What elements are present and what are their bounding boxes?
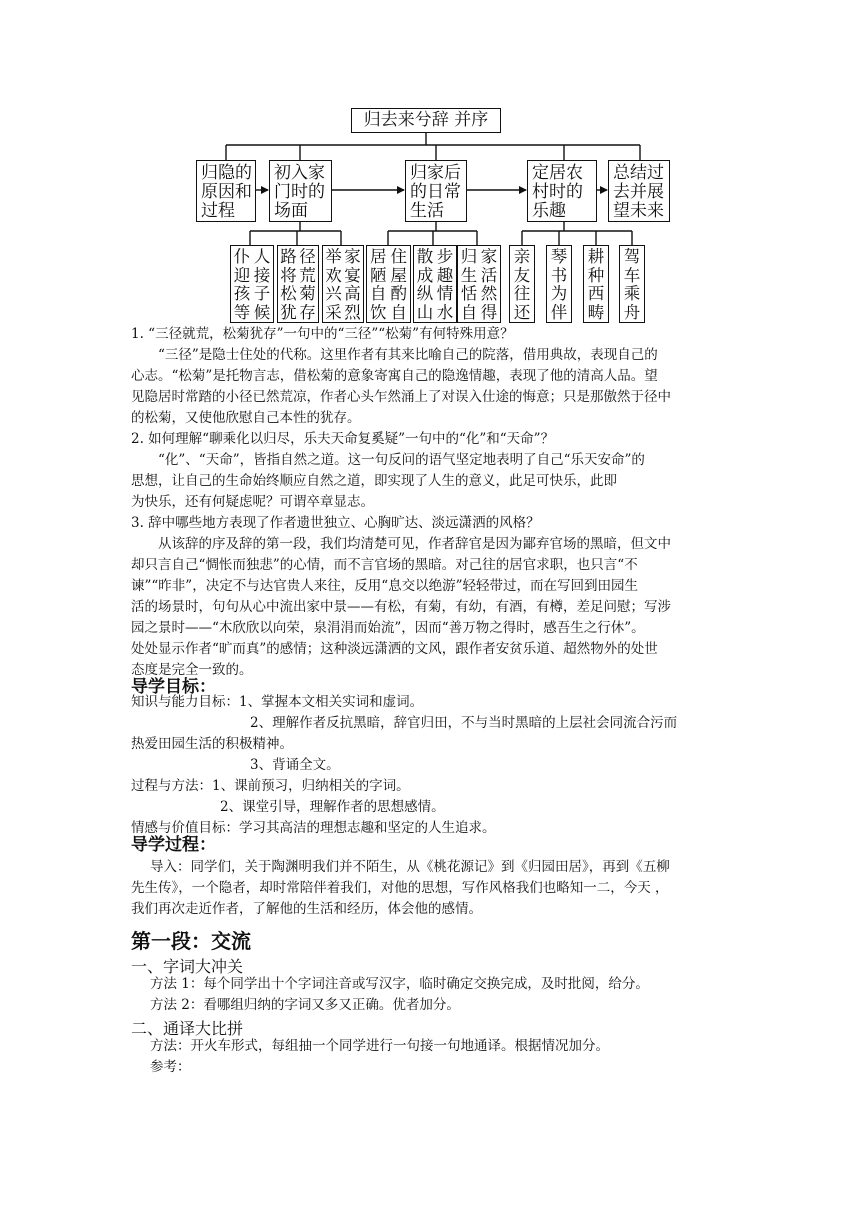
diagram-detail-column	[280, 248, 297, 322]
diagram-detail-char: 乘	[623, 284, 641, 303]
diagram-detail-column	[461, 248, 478, 322]
diagram-detail-column	[437, 248, 454, 322]
diagram-detail-char: 耕	[587, 247, 605, 266]
answer-2-line: 思想，让自己的生命始终顺应自然之道，即实现了人生的意义，此足可快乐，此即	[131, 473, 617, 489]
diagram-detail-char: 酌	[390, 284, 407, 303]
diagram-detail-char: 烈	[344, 302, 361, 322]
diagram-section-line: 望未来	[613, 201, 664, 221]
diagram-section-line: 门时的	[274, 182, 325, 202]
goal-line: 2、理解作者反抗黑暗，辞官归田，不与当时黑暗的上层社会同流合污而	[250, 715, 678, 731]
goal-line: 热爱田园生活的积极精神。	[131, 736, 293, 752]
question-2: 2. 如何理解“聊乘化以归尽，乐夫天命复奚疑”一句中的“化”和“天命”？	[131, 431, 555, 447]
diagram-detail-char: 自	[460, 302, 478, 322]
answer-1-line: 的松菊，又使他欣慰自己本性的犹存。	[131, 410, 361, 426]
diagram-detail-char: 亲	[513, 247, 531, 266]
diagram-detail-char: 高	[344, 284, 361, 303]
diagram-detail-box	[322, 245, 364, 323]
diagram-detail-column	[481, 248, 498, 322]
diagram-detail-column	[234, 248, 251, 322]
diagram-detail-char: 友	[513, 265, 531, 285]
diagram-detail-box	[546, 245, 572, 323]
answer-2-line: 为快乐，还有何疑虑呢？可谓卒章显志。	[131, 494, 374, 510]
section-1-heading: 第一段：交流	[131, 929, 251, 953]
diagram-detail-column	[254, 248, 271, 322]
diagram-detail-char: 子	[253, 284, 271, 303]
goal-line: 3、背诵全文。	[250, 757, 340, 773]
diagram-section-line: 的日常	[410, 182, 461, 202]
diagram-detail-char: 纵	[416, 284, 434, 303]
diagram-section-box	[269, 160, 332, 222]
diagram-detail-char: 饮	[370, 302, 387, 322]
diagram-detail-char: 种	[587, 265, 605, 285]
diagram-detail-char: 伴	[550, 302, 568, 322]
diagram-detail-box	[230, 245, 274, 323]
diagram-detail-box	[509, 245, 535, 323]
diagram-section-line: 总结过	[613, 163, 664, 183]
diagram-detail-box	[619, 245, 645, 323]
intro-line: 导入：同学们，关于陶渊明我们并不陌生，从《桃花源记》到《归园田居》，再到《五柳	[150, 859, 670, 875]
diagram-detail-char: 书	[550, 265, 568, 285]
diagram-detail-char: 得	[480, 302, 498, 322]
method-line: 方法 1：每个同学出十个字词注音或写汉字，临时确定交换完成，及时批阅，给分。	[150, 976, 649, 992]
diagram-detail-char: 情	[436, 284, 454, 303]
diagram-detail-box	[366, 245, 411, 323]
answer-3-line: 处处显示作者“旷而真”的感情；这种淡远潇洒的文风，跟作者安贫乐道、超然物外的处世	[131, 641, 658, 657]
diagram-detail-char: 成	[416, 265, 434, 285]
diagram-title-box	[351, 108, 501, 133]
diagram-detail-char: 然	[480, 284, 498, 303]
diagram-detail-char: 陋	[370, 265, 387, 285]
answer-3-line: 却只言自己“惆怅而独悲”的心情，而不言官场的黑暗。对己往的居官求职，也只言“不	[131, 557, 638, 573]
diagram-detail-char: 驾	[623, 247, 641, 266]
diagram-section-line: 乐趣	[532, 201, 566, 221]
diagram-detail-char: 水	[436, 302, 454, 322]
goal-line: 知识与能力目标：1、掌握本文相关实词和虚词。	[131, 694, 424, 710]
diagram-section-line: 定居农	[532, 163, 583, 183]
diagram-detail-box	[277, 245, 319, 323]
diagram-detail-char: 犹	[280, 302, 297, 322]
answer-1-line: “三径”是隐士住处的代称。这里作者有其来比喻自己的院落，借用典故，表现自己的	[158, 347, 658, 363]
diagram-detail-char: 采	[325, 302, 342, 322]
diagram-section-line: 初入家	[274, 163, 325, 183]
diagram-detail-box	[457, 245, 501, 323]
diagram-detail-char: 欢	[325, 265, 342, 285]
subsection-1-heading: 一、字词大冲关	[131, 957, 244, 976]
diagram-detail-char: 孩	[233, 284, 251, 303]
answer-3-line: 谏”“昨非”，决定不与达官贵人来往，反用“息交以绝游”轻轻带过，而在写回到田园生	[131, 578, 639, 594]
diagram-detail-char: 将	[280, 265, 297, 285]
diagram-detail-box	[583, 245, 609, 323]
diagram-section-box	[527, 160, 597, 222]
diagram-detail-column	[370, 248, 387, 322]
diagram-detail-char: 路	[280, 247, 297, 266]
diagram-detail-char: 举	[325, 247, 342, 266]
diagram-detail-char: 步	[436, 247, 454, 266]
intro-line: 我们再次走近作者，了解他的生活和经历，体会他的感情。	[131, 901, 482, 917]
process-heading: 导学过程：	[131, 835, 216, 855]
diagram-detail-char: 活	[480, 265, 498, 285]
diagram-detail-char: 车	[623, 265, 641, 285]
diagram-detail-char: 还	[513, 302, 531, 322]
diagram-detail-column	[624, 248, 641, 322]
diagram-detail-char: 自	[390, 302, 407, 322]
diagram-detail-char: 西	[587, 284, 605, 303]
answer-2-line: “化”、“天命”，皆指自然之道。这一句反问的语气坚定地表明了自己“乐天安命”的	[158, 452, 645, 468]
diagram-section-box	[196, 160, 256, 222]
diagram-detail-char: 自	[370, 284, 387, 303]
question-1: 1. “三径就荒，松菊犹存”一句中的“三径”“松菊”有何特殊用意？	[131, 326, 514, 342]
intro-line: 先生传》，一个隐者，却时常陪伴着我们，对他的思想，写作风格我们也略知一二，今天 ，	[131, 880, 669, 896]
diagram-detail-char: 舟	[623, 302, 641, 322]
diagram-detail-column	[551, 248, 568, 322]
answer-3-line: 园之景时——“木欣欣以向荣，泉涓涓而始流”，因而“善万物之得时，感吾生之行休”。	[131, 620, 645, 636]
diagram-section-line: 生活	[410, 201, 444, 221]
diagram-detail-char: 归	[460, 247, 478, 266]
diagram-detail-char: 屋	[390, 265, 407, 285]
answer-3-line: 态度是完全一致的。	[131, 662, 253, 678]
diagram-detail-char: 住	[390, 247, 407, 266]
diagram-detail-char: 恬	[460, 284, 478, 303]
diagram-detail-char: 仆	[233, 247, 251, 266]
subsection-2-heading: 二、通译大比拼	[131, 1019, 244, 1038]
diagram-detail-char: 接	[253, 265, 271, 285]
diagram-section-line: 过程	[201, 201, 235, 221]
diagram-detail-column	[299, 248, 316, 322]
diagram-detail-char: 散	[416, 247, 434, 266]
goals-heading: 导学目标：	[131, 677, 216, 697]
method-line: 方法：开火车形式，每组抽一个同学进行一句接一句地通译。根据情况加分。	[150, 1038, 609, 1054]
diagram-detail-char: 存	[299, 302, 316, 322]
diagram-section-line: 归隐的	[201, 163, 252, 183]
diagram-detail-char: 居	[370, 247, 387, 266]
question-3: 3. 辞中哪些地方表现了作者遗世独立、心胸旷达、淡远潇洒的风格？	[131, 515, 540, 531]
diagram-detail-char: 菊	[299, 284, 316, 303]
diagram-section-line: 场面	[274, 201, 308, 221]
goal-line: 过程与方法：1、课前预习，归纳相关的字词。	[131, 778, 410, 794]
diagram-detail-char: 松	[280, 284, 297, 303]
diagram-title: 归去来兮辞 并序	[363, 110, 489, 130]
diagram-detail-char: 生	[460, 265, 478, 285]
diagram-detail-char: 家	[480, 247, 498, 266]
diagram-detail-char: 兴	[325, 284, 342, 303]
diagram-detail-char: 往	[513, 284, 531, 303]
diagram-detail-char: 候	[253, 302, 271, 322]
answer-3-line: 活的场景时，句句从心中流出家中景——有松，有菊，有幼，有酒，有樽，差足问慰；写涉	[131, 599, 671, 615]
diagram-detail-char: 趣	[436, 265, 454, 285]
diagram-detail-char: 荒	[299, 265, 316, 285]
diagram-detail-char: 家	[344, 247, 361, 266]
diagram-detail-char: 等	[233, 302, 251, 322]
diagram-detail-column	[391, 248, 408, 322]
answer-1-line: 见隐居时常踏的小径已然荒凉，作者心头乍然涌上了对误入仕途的悔意；只是那傲然于径中	[131, 389, 671, 405]
diagram-detail-column	[325, 248, 342, 322]
diagram-detail-column	[417, 248, 434, 322]
diagram-section-line: 去并展	[613, 182, 664, 202]
diagram-section-box	[405, 160, 467, 222]
reference-label: 参考：	[150, 1059, 191, 1075]
goal-line: 2、课堂引导，理解作者的思想感情。	[220, 799, 445, 815]
diagram-detail-box	[413, 245, 457, 323]
diagram-detail-char: 宴	[344, 265, 361, 285]
method-line: 方法 2：看哪组归纳的字词又多又正确。优者加分。	[150, 997, 460, 1013]
diagram-detail-char: 琴	[550, 247, 568, 266]
diagram-detail-char: 山	[416, 302, 434, 322]
diagram-detail-column	[514, 248, 531, 322]
diagram-section-box	[608, 160, 670, 222]
diagram-detail-column	[588, 248, 605, 322]
answer-1-line: 心志。“松菊”是托物言志，借松菊的意象寄寓自己的隐逸情趣，表现了他的清高人品。望	[131, 368, 658, 384]
diagram-detail-char: 人	[253, 247, 271, 266]
answer-3-line: 从该辞的序及辞的第一段，我们均清楚可见，作者辞官是因为鄙弃官场的黑暗，但文中	[158, 536, 671, 552]
goal-line: 情感与价值目标：学习其高洁的理想志趣和坚定的人生追求。	[131, 820, 496, 836]
diagram-detail-char: 畴	[587, 302, 605, 322]
diagram-section-line: 原因和	[201, 182, 252, 202]
diagram-detail-char: 径	[299, 247, 316, 266]
diagram-section-line: 村时的	[532, 182, 583, 202]
diagram-detail-char: 迎	[233, 265, 251, 285]
diagram-detail-char: 为	[550, 284, 568, 303]
diagram-detail-column	[344, 248, 361, 322]
diagram-section-line: 归家后	[410, 163, 461, 183]
